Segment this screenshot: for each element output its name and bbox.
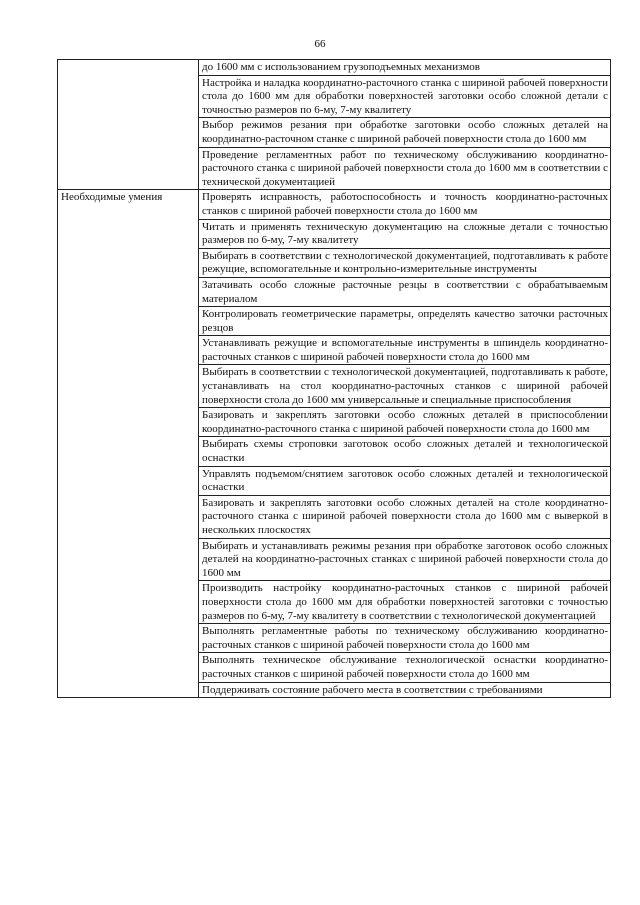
section-label-cell: [58, 190, 199, 698]
table-cell: Настройка и наладка координатно-расточного станка с шириной рабочей поверхности стола до 1600 мм для обработки поверхностей заготовки особо сложной детали с точностью размеров по 6-му, 7-му квалитету: [199, 75, 611, 118]
page-number: 66: [314, 38, 326, 50]
table-cell: Читать и применять техническую документацию на сложные детали с точностью размеров по 6-му, 7-му квалитету: [199, 219, 611, 248]
table-cell: Контролировать геометрические параметры, определять качество заточки расточных резцов: [199, 307, 611, 336]
table-cell: Поддерживать состояние рабочего места в соответствии с требованиями: [199, 682, 611, 698]
table-cell: до 1600 мм с использованием грузоподъемных механизмов: [199, 60, 611, 76]
table-cell: Управлять подъемом/снятием заготовок особо сложных деталей и технологической оснастки: [199, 466, 611, 495]
table-cell: Выполнять техническое обслуживание технологической оснастки координатно-расточных станков с шириной рабочей поверхности стола до 1600 мм: [199, 653, 611, 682]
table-cell: Затачивать особо сложные расточные резцы в соответствии с обрабатываемым материалом: [199, 277, 611, 306]
table-cell: Базировать и закреплять заготовки особо сложных деталей в приспособлении координатно-расточного станка с шириной рабочей поверхности стола до 1600 мм: [199, 408, 611, 437]
table-cell: Выбирать схемы строповки заготовок особо сложных деталей и технологической оснастки: [199, 437, 611, 466]
table-cell: Базировать и закреплять заготовки особо сложных деталей на столе координатно-расточного станка с шириной рабочей поверхности стола до 1600 мм с выверкой в нескольких плоскостях: [199, 495, 611, 538]
competency-table: [57, 59, 611, 698]
section-label-skills: Необходимые умения: [61, 191, 163, 204]
table-cell: Производить настройку координатно-расточных станков с шириной рабочей поверхности стола до 1600 мм для обработки поверхностей заготовки с точностью размеров по 6-му, 7-му квалитету в соответствии с технологической документацией: [199, 581, 611, 624]
table-cell: Проведение регламентных работ по техническому обслуживанию координатно-расточного станка с шириной рабочей поверхности стола до 1600 мм в соответствии с технической документацией: [199, 147, 611, 190]
table-cell: Выбирать и устанавливать режимы резания при обработке заготовок особо сложных деталей на координатно-расточных станках с шириной рабочей поверхности стола до 1600 мм: [199, 538, 611, 581]
table-cell: Выбор режимов резания при обработке заготовки особо сложных деталей на координатно-расточном станке с шириной рабочей поверхности стола до 1600 мм: [199, 118, 611, 147]
table-cell: Выполнять регламентные работы по техническому обслуживанию координатно-расточных станков с шириной рабочей поверхности стола до 1600 мм: [199, 624, 611, 653]
table-row: [58, 60, 611, 76]
table-cell: Проверять исправность, работоспособность и точность координатно-расточных станков с шириной рабочей поверхности стола до 1600 мм: [199, 190, 611, 219]
table-cell: Устанавливать режущие и вспомогательные инструменты в шпиндель координатно-расточных станков с шириной рабочей поверхности стола до 1600 мм: [199, 336, 611, 365]
empty-label-cell: [58, 60, 199, 190]
table-row: [58, 190, 611, 219]
table-cell: Выбирать в соответствии с технологической документацией, подготавливать к работе режущие, вспомогательные и контрольно-измерительные инструменты: [199, 248, 611, 277]
table-cell: Выбирать в соответствии с технологической документацией, подготавливать к работе, устанавливать на стол координатно-расточных станков с шириной рабочей поверхности стола до 1600 мм универсальные и специальные приспособления: [199, 365, 611, 408]
